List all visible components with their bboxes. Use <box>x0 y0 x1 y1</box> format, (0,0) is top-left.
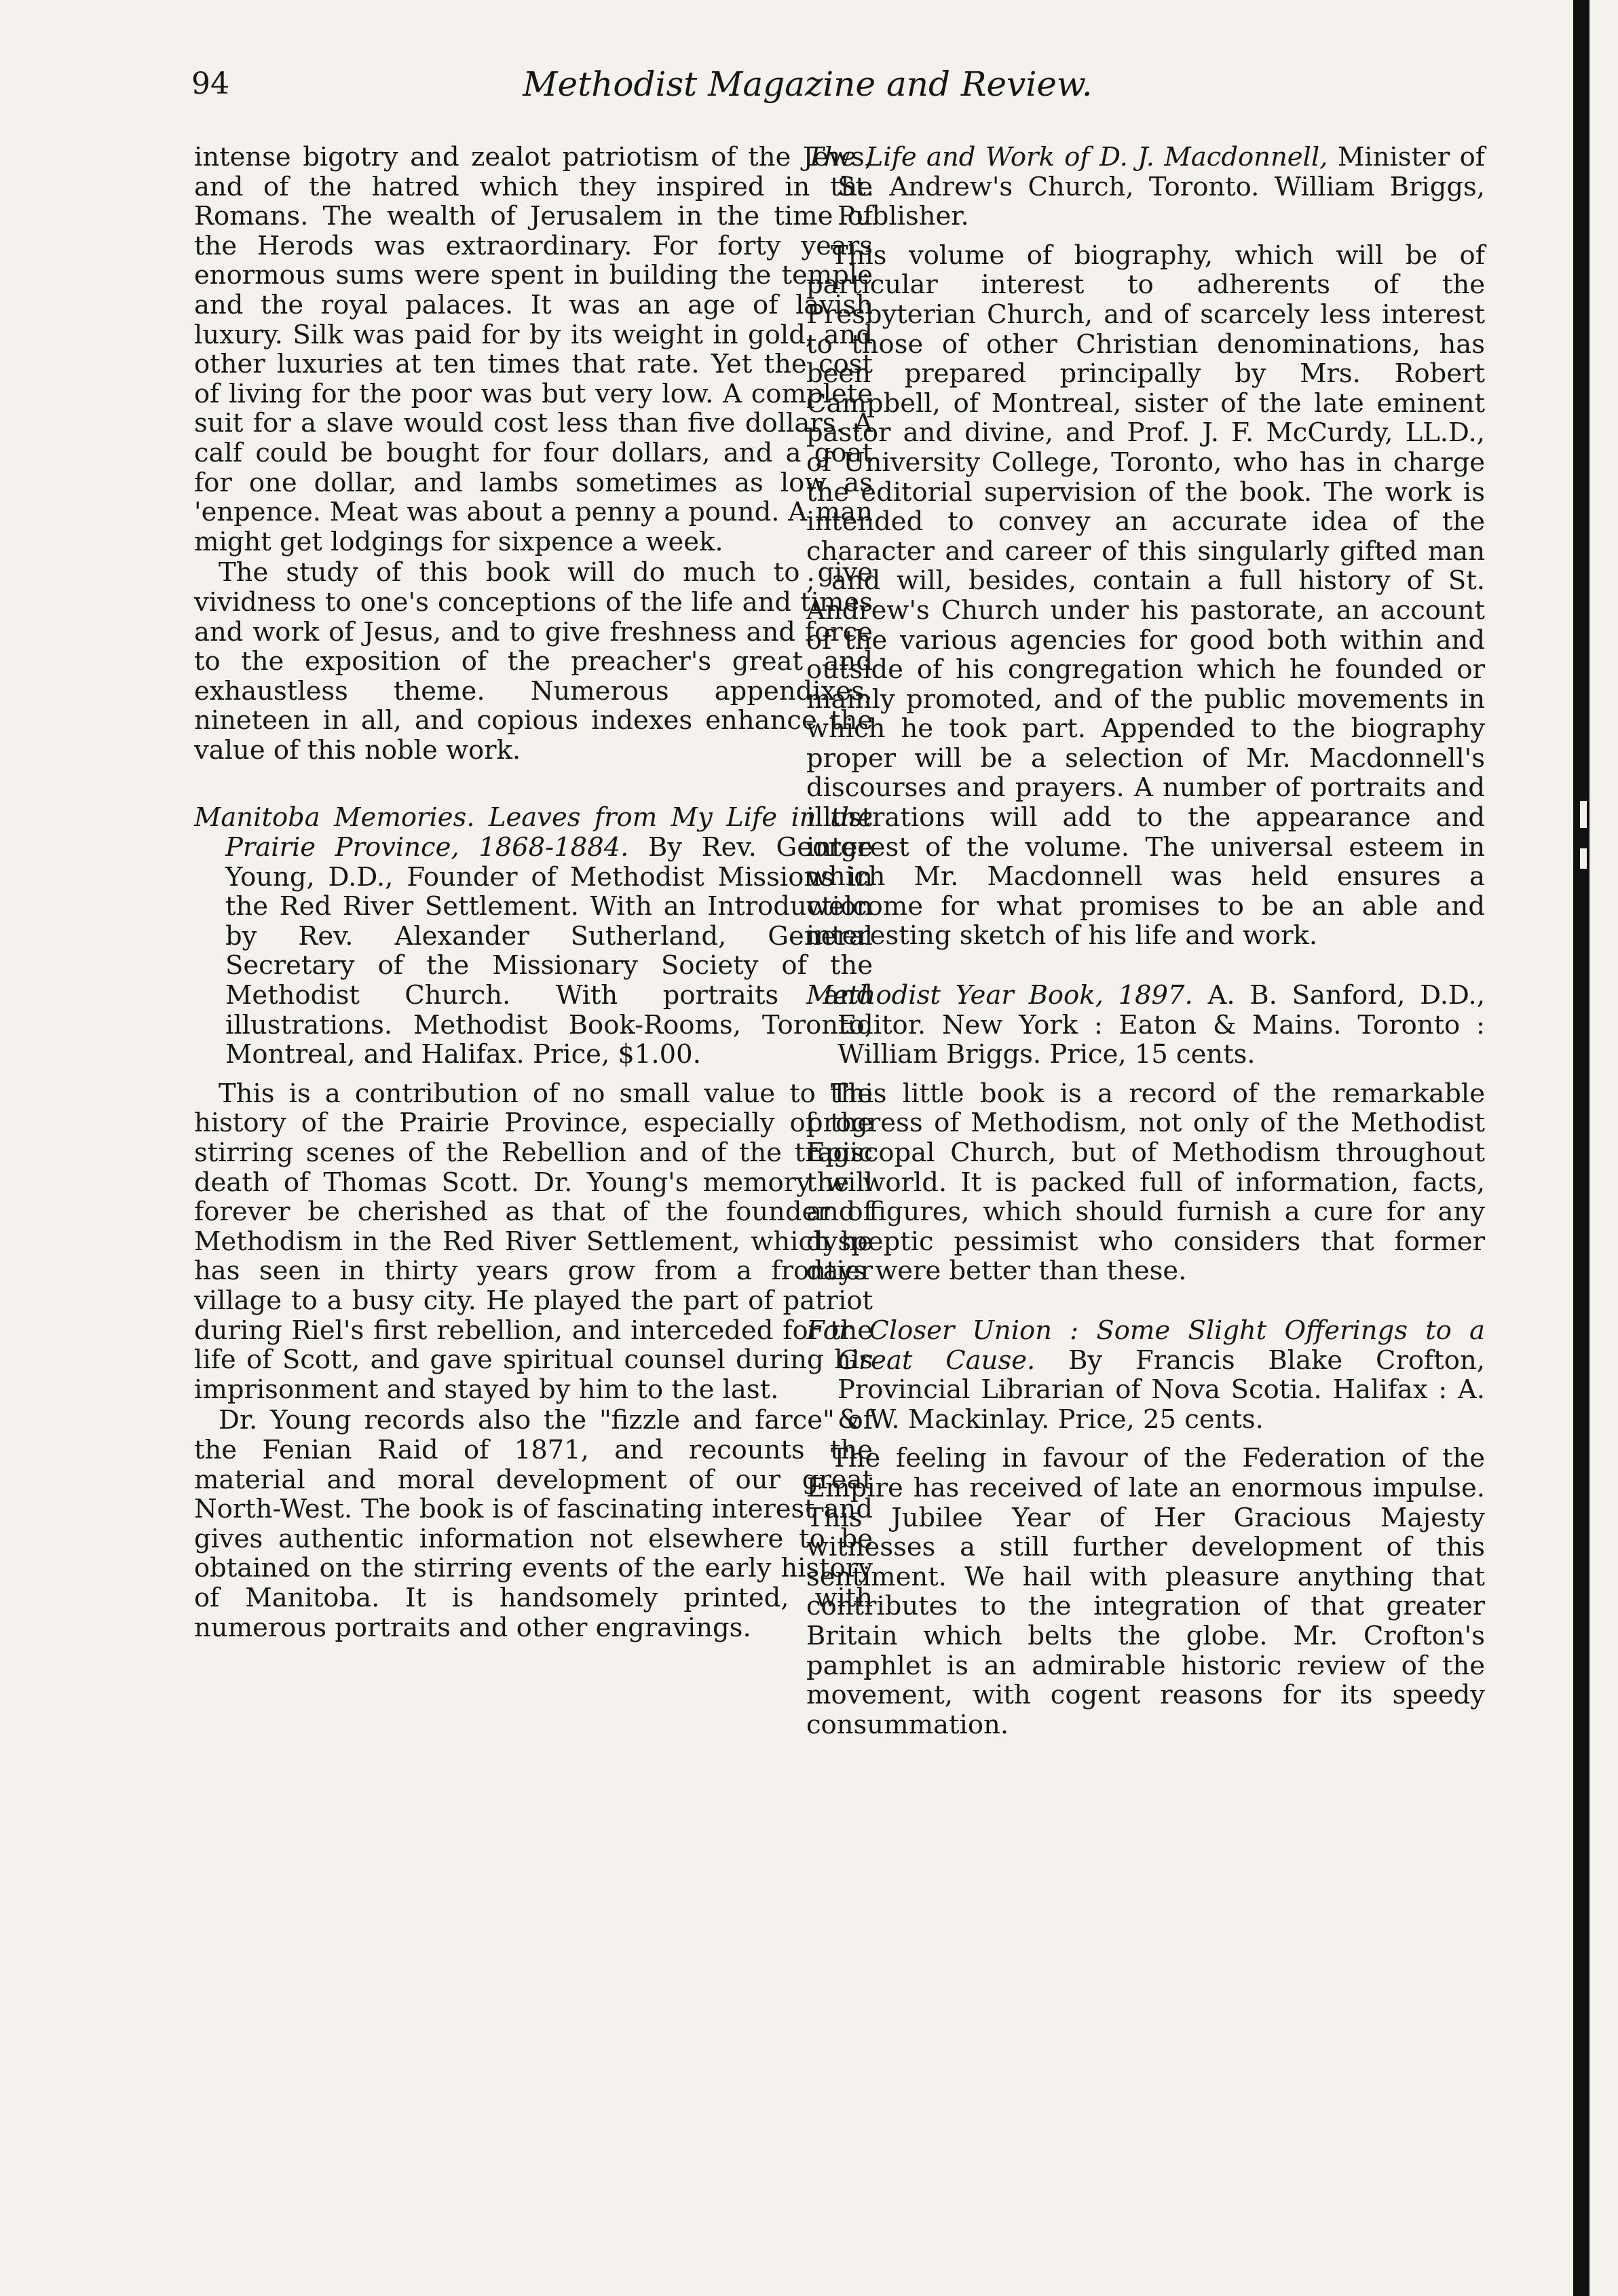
review-details: A. B. Sanford, D.D., Editor. New York : Eaton & Mains. Toronto : William Briggs. Price, 15 cents. <box>838 980 1485 1070</box>
paragraph: This volume of biography, which will be of particular interest to adherents of the Presbyterian Church, and of scarcely less interest to those of other Christian denominations, has been prepared principally by Mrs. Robert Campbell, of Montreal, sister of the late eminent pastor and divine, and Prof. J. F. McCurdy, LL.D., of University College, Toronto, who has in charge the editorial supervision of the book. The work is intended to convey an accurate idea of the character and career of this singularly gifted man ; and will, besides, contain a full history of St. Andrew's Church under his pastorate, an account of the various agencies for good both within and outside of his congregation which he founded or mainly promoted, and of the public movements in which he took part. Appended to the biography proper will be a selection of Mr. Macdonnell's discourses and prayers. A number of portraits and illustrations will add to the appearance and interest of the volume. The universal esteem in which Mr. Macdonnell was held ensures a welcome for what promises to be an able and interesting sketch of his life and work. <box>806 240 1485 952</box>
right-column <box>806 143 1485 1739</box>
review-title: For Closer Union : Some Slight Offerings to a Great Cause. <box>806 1315 1485 1376</box>
review-title: Manitoba Memories. Leaves from My Life in the Prairie Province, 1868-1884. <box>194 802 873 863</box>
review-heading-macdonnell <box>806 143 1485 231</box>
review-heading-yearbook <box>806 981 1485 1070</box>
review-details: Minister of St. Andrew's Church, Toronto. William Briggs, Publisher. <box>838 142 1485 232</box>
paragraph: This little book is a record of the remarkable progress of Methodism, not only of the Methodist Episcopal Church, but of Methodism throughout the world. It is packed full of information, facts, and figures, which should furnish a cure for any dyspeptic pessimist who considers that former days were better than these. <box>806 1078 1485 1287</box>
running-title: Methodist Magazine and Review. <box>523 64 1093 104</box>
paragraph: Dr. Young records also the "fizzle and farce" of the Fenian Raid of 1871, and recounts the material and moral development of our great North-West. The book is of fascinating interest and gives authentic information not elsewhere to be obtained on the stirring events of the early history of Manitoba. It is handsomely printed, with numerous portraits and other engravings. <box>194 1405 873 1643</box>
review-title: The Life and Work of D. J. Macdonnell, <box>806 142 1328 172</box>
paragraph: intense bigotry and zealot patriotism of the Jews, and of the hatred which they inspired in the Romans. The wealth of Jerusalem in the time of the Herods was extraordinary. For forty years enormous sums were spent in building the temple and the royal palaces. It was an age of lavish luxury. Silk was paid for by its weight in gold, and other luxuries at ten times that rate. Yet the cost of living for the poor was but very low. A complete suit for a slave would cost less than five dollars. A calf could be bought for four dollars, and a goat for one dollar, and lambs sometimes as low as 'enpence. Meat was about a penny a pound. A man might get lodgings for sixpence a week. <box>194 142 873 557</box>
paragraph: The feeling in favour of the Federation of the Empire has received of late an enormous impulse. This Jubilee Year of Her Gracious Majesty witnesses a still further development of this sentiment. We hail with pleasure anything that contributes to the integration of that greater Britain which belts the globe. Mr. Crofton's pamphlet is an admirable historic review of the movement, with cogent reasons for its speedy consummation. <box>806 1443 1485 1740</box>
review-heading-manitoba <box>194 803 873 1069</box>
review-details: By Francis Blake Crofton, Provincial Librarian of Nova Scotia. Halifax : A. & W. Mackinlay. Price, 25 cents. <box>838 1344 1485 1435</box>
review-details: By Rev. George Young, D.D., Founder of Methodist Missions in the Red River Settlement. With an Introduction by Rev. Alexander Sutherland, General Secretary of the Missionary Society of the Methodist Church. With portraits and illustrations. Methodist Book-Rooms, Toronto, Montreal, and Halifax. Price, $1.00. <box>225 832 873 1070</box>
scan-border-mark <box>1580 848 1587 869</box>
scan-border-mark <box>1580 801 1587 828</box>
left-column <box>194 143 873 1642</box>
scan-border <box>1573 0 1589 2296</box>
review-title: Methodist Year Book, 1897. <box>806 980 1193 1011</box>
paragraph: The study of this book will do much to give vividness to one's conceptions of the life and times and work of Jesus, and to give freshness and force to the exposition of the preacher's great and exhaustless theme. Numerous appendixes, nineteen in all, and copious indexes enhance the value of this noble work. <box>194 557 873 766</box>
page-number: 94 <box>191 67 229 101</box>
review-heading-union <box>806 1316 1485 1434</box>
paragraph: This is a contribution of no small value to the history of the Prairie Province, especially of the stirring scenes of the Rebellion and of the tragic death of Thomas Scott. Dr. Young's memory will forever be cherished as that of the founder of Methodism in the Red River Settlement, which he has seen in thirty years grow from a frontier village to a busy city. He played the part of patriot during Riel's first rebellion, and interceded for the life of Scott, and gave spiritual counsel during his imprisonment and stayed by him to the last. <box>194 1078 873 1405</box>
